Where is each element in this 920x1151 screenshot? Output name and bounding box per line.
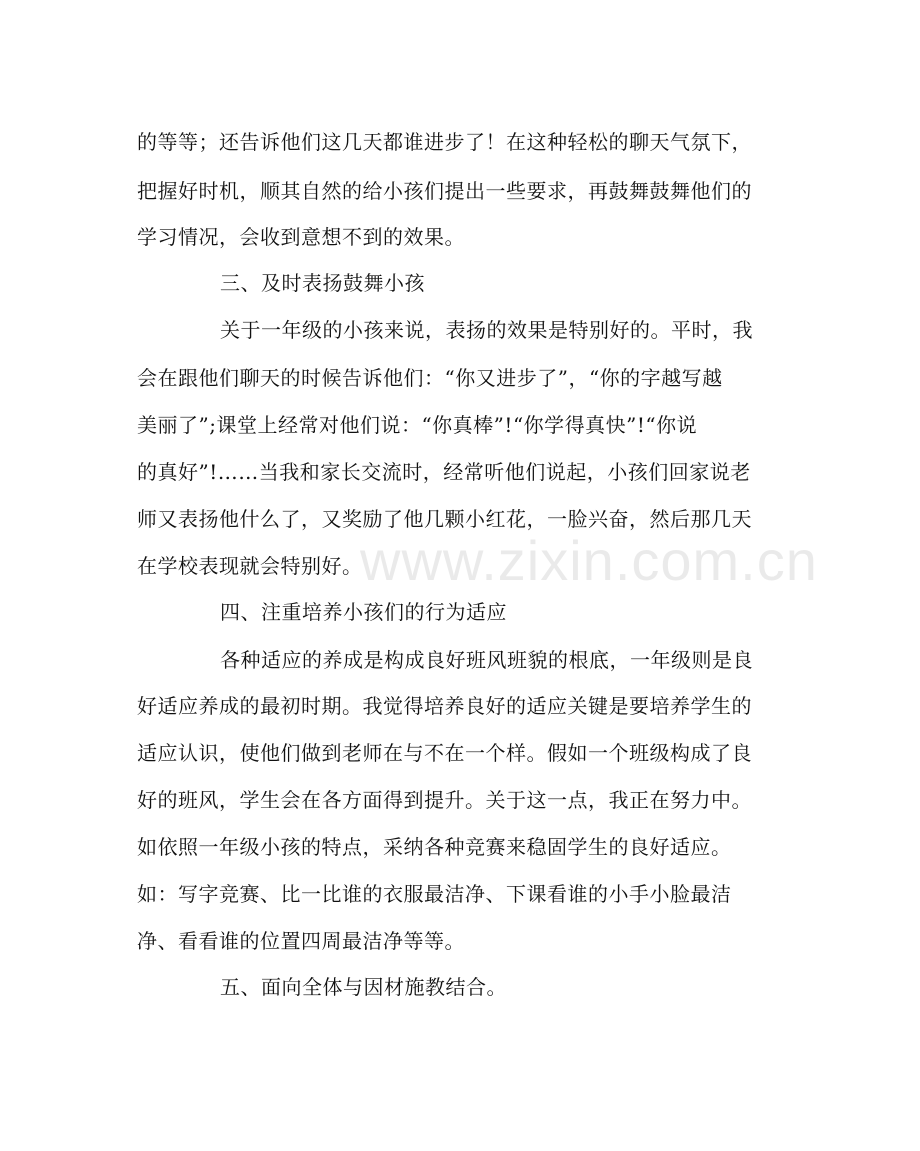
watermark: www.zixin.com.cn — [360, 529, 818, 592]
text-line: 好适应养成的最初时期。我觉得培养良好的适应关键是要培养学生的 — [137, 694, 752, 718]
text-line: 的等等；还告诉他们这几天都谁进步了！在这种轻松的聊天气氛下， — [137, 130, 752, 154]
text-line: 师又表扬他什么了，又奖励了他几颗小红花，一脸兴奋，然后那几天 — [137, 507, 752, 531]
text-line: 会在跟他们聊天的时候告诉他们：“你又进步了”，“你的字越写越 — [137, 366, 723, 390]
text-line: 美丽了”;课堂上经常对他们说：“你真棒”!“你学得真快”!“你说 — [137, 413, 698, 437]
text-line: 各种适应的养成是构成良好班风班貌的根底，一年级则是良 — [220, 648, 753, 672]
section-heading: 四、注重培养小孩们的行为适应 — [220, 600, 507, 624]
text-line: 适应认识，使他们做到老师在与不在一个样。假如一个班级构成了良 — [137, 741, 752, 765]
text-line: 把握好时机，顺其自然的给小孩们提出一些要求，再鼓舞鼓舞他们的 — [137, 179, 752, 203]
text-line: 关于一年级的小孩来说，表扬的效果是特别好的。平时，我 — [220, 318, 753, 342]
section-heading: 三、及时表扬鼓舞小孩 — [220, 271, 425, 295]
text-line: 在学校表现就会特别好。 — [137, 554, 363, 578]
text-line: 如：写字竞赛、比一比谁的衣服最洁净、下课看谁的小手小脸最洁 — [137, 882, 732, 906]
text-line: 净、看看谁的位置四周最洁净等等。 — [137, 929, 465, 953]
text-line: 如依照一年级小孩的特点，采纳各种竞赛来稳固学生的良好适应。 — [137, 835, 732, 859]
section-heading: 五、面向全体与因材施教结合。 — [220, 975, 507, 999]
text-line: 的真好”!……当我和家长交流时，经常听他们说起，小孩们回家说老 — [137, 460, 751, 484]
text-line: 好的班风，学生会在各方面得到提升。关于这一点，我正在努力中。 — [137, 788, 752, 812]
text-line: 学习情况，会收到意想不到的效果。 — [137, 225, 465, 249]
